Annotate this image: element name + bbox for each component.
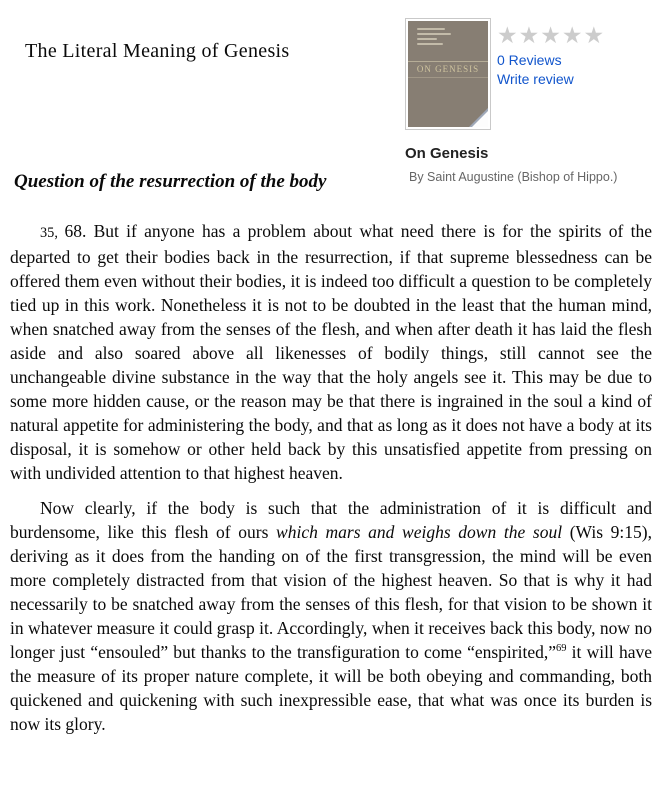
star-icon: ★ bbox=[518, 22, 541, 48]
rating-block bbox=[497, 22, 605, 89]
book-cover-art bbox=[408, 21, 488, 127]
book-cover-thumbnail[interactable] bbox=[405, 18, 491, 130]
star-icon: ★ bbox=[583, 22, 606, 48]
body-paragraph: 35, 68. But if anyone has a problem about what need there is for the spirits of the departed to get their bodies back in the resurrection, if that supreme blessedness can be offered them even without their bodies, it is indeed too difficult a question to be completely tied up in this work. Nonetheless it is not to be doubted in the least that the human mind, when snatched away from the senses of the flesh, and when after death it has laid the flesh aside and also soared above all likenesses of bodily things, still cannot see the unchangeable divine substance in the way that the holy angels see it. This may be due to some more hidden cause, or the reason may be that there is ingrained in the soul a kind of natural appetite for administering the body, and that as long as it does not have a body at its disposal, it is somehow or other held back by this unsatisfied appetite from pressing on with undivided attention to that highest heaven. bbox=[10, 221, 653, 483]
cover-decorative-text-lines bbox=[417, 28, 451, 48]
star-rating bbox=[497, 22, 605, 48]
book-author-byline: By Saint Augustine (Bishop of Hippo.) bbox=[409, 170, 618, 184]
body-paragraph: Now clearly, if the body is such that the administration of it is difficult and burdensome, like this flesh of ours which mars and weighs down the soul (Wis 9:15), deriving as it does from the handing on of the first transgression, the mind will be even more completely distracted from that vision of the highest heaven. So that is why it had necessarily to be snatched away from the senses of this flesh, for that vision to be shown it in whatever measure it could grasp it. Accordingly, when it receives back this body, now no longer just “ensouled” but thanks to the transfiguration to come “enspirited,”$^{69}$ it will have the measure of its proper nature complete, it will be both obeying and commanding, both quickened and quickening with such inexpressible ease, that what was once its burden is now its glory. bbox=[10, 498, 653, 734]
star-icon: ★ bbox=[497, 22, 519, 48]
cover-title-text: ON GENESIS bbox=[408, 61, 488, 78]
scanned-page-title: The Literal Meaning of Genesis bbox=[25, 40, 290, 62]
footnote-reference: 69 bbox=[556, 643, 567, 655]
section-heading: Question of the resurrection of the body bbox=[14, 171, 327, 192]
star-icon: ★ bbox=[540, 22, 562, 48]
star-icon: ★ bbox=[561, 22, 584, 48]
reviews-count-link[interactable]: 0 Reviews bbox=[497, 52, 562, 68]
write-review-link[interactable]: Write review bbox=[497, 71, 574, 87]
body-text bbox=[10, 219, 652, 736]
book-title: On Genesis bbox=[405, 145, 489, 162]
